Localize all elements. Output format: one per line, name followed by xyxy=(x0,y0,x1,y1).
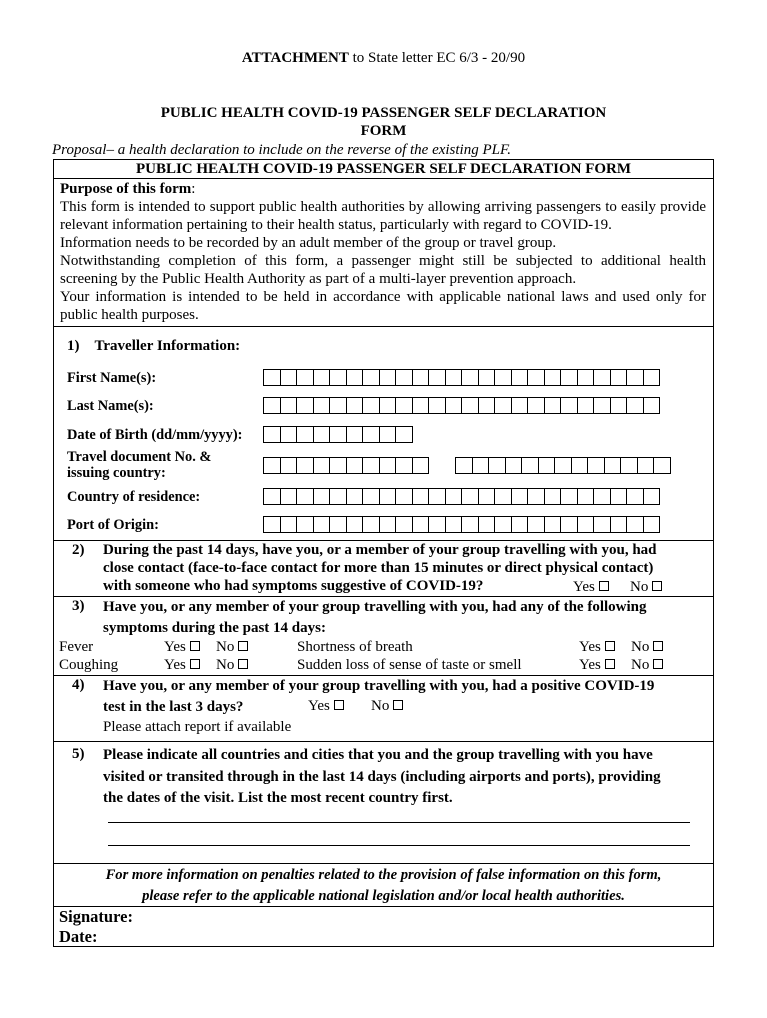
q2-yes-checkbox[interactable] xyxy=(599,581,609,591)
first-name-label: First Name(s): xyxy=(67,370,157,386)
symptom-coughing-label: Coughing xyxy=(59,657,119,673)
attachment-reference: to State letter EC 6/3 - 20/90 xyxy=(348,50,526,66)
taste-yes-option[interactable]: Yes xyxy=(579,656,615,674)
fever-no-option[interactable]: No xyxy=(216,638,248,656)
attachment-line xyxy=(0,49,767,67)
issuing-country-field[interactable] xyxy=(455,457,671,473)
purpose-paragraph-3: Notwithstanding completion of this form, a passenger might still be subjected to additional health screening by the Public Health Authority as part of a multi-layer prevention approach. xyxy=(60,253,706,287)
symptom-shortness-label: Shortness of breath xyxy=(297,639,413,655)
coughing-no-checkbox[interactable] xyxy=(238,659,248,669)
taste-no-option[interactable]: No xyxy=(631,656,663,674)
signature-label: Signature: xyxy=(59,907,133,926)
last-name-field[interactable] xyxy=(263,397,660,413)
symptom-taste-smell-label: Sudden loss of sense of taste or smell xyxy=(297,657,522,673)
q2-yes-option[interactable]: Yes xyxy=(573,578,609,596)
q2-no-checkbox[interactable] xyxy=(652,581,662,591)
purpose-section: Purpose of this form: This form is intended to support public health authorities by allowing arriving passengers to easily provide relevant information pertaining to their health status, particularly with regard to COVID-19. Information needs to be recorded by an adult member of the group or travel group. Notwithstanding completion of this form, a passenger might still be subjected to additional health screening by the Public Health Authority as part of a multi-layer prevention approach. Your information is intended to be held in accordance with applicable national laws and used only for public health purposes. xyxy=(60,181,706,323)
q2-number: 2) xyxy=(72,542,85,558)
q4-yes-option[interactable]: Yes xyxy=(308,697,344,715)
countries-input-line-2[interactable] xyxy=(108,845,690,846)
last-name-label: Last Name(s): xyxy=(67,398,154,414)
q4-question: Have you, or any member of your group travelling with you, had a positive COVID-19 test in the last 3 days? xyxy=(103,678,655,715)
penalties-note: For more information on penalties related to the provision of false information on this form, please refer to the applicable national legislation and/or local health authorities. xyxy=(105,867,662,904)
proposal-line xyxy=(52,141,511,159)
q2-no-option[interactable]: No xyxy=(630,578,662,596)
q4-yes-checkbox[interactable] xyxy=(334,700,344,710)
fever-yes-option[interactable]: Yes xyxy=(164,638,200,656)
symptom-fever-label: Fever xyxy=(59,639,94,655)
divider xyxy=(53,326,714,327)
travel-doc-label: Travel document No. & issuing country: xyxy=(67,449,212,481)
purpose-paragraph-1: This form is intended to support public health authorities by allowing arriving passengers to easily provide relevant information pertaining to their health status, particularly with regard to COVID-19. xyxy=(60,199,706,233)
country-residence-label: Country of residence: xyxy=(67,489,201,505)
first-name-field[interactable] xyxy=(263,369,660,385)
q4-number: 4) xyxy=(72,677,85,693)
purpose-paragraph-2: Information needs to be recorded by an adult member of the group or travel group. xyxy=(60,235,557,251)
shortness-yes-option[interactable]: Yes xyxy=(579,638,615,656)
divider xyxy=(53,906,714,907)
port-origin-field[interactable] xyxy=(263,516,660,532)
dob-field[interactable] xyxy=(263,426,413,442)
q4-note: Please attach report if available xyxy=(103,719,292,735)
countries-input-line-1[interactable] xyxy=(108,822,690,823)
q3-number: 3) xyxy=(72,598,85,614)
purpose-paragraph-4: Your information is intended to be held in accordance with applicable national laws and used only for public health purposes. xyxy=(60,289,706,323)
q5-question: Please indicate all countries and cities that you and the group travelling with you have visited or transited through in the last 14 days (including airports and ports), providing the dates of the visit. List the most recent country first. xyxy=(103,747,661,806)
divider xyxy=(53,741,714,742)
port-origin-label: Port of Origin: xyxy=(67,517,159,533)
taste-yes-checkbox[interactable] xyxy=(605,659,615,669)
q5-number: 5) xyxy=(72,746,85,762)
q2-question: During the past 14 days, have you, or a member of your group travelling with you, had close contact (face-to-face contact for more than 15 minutes or direct physical contact) with someone who had symptoms suggestive of COVID-19? xyxy=(103,542,657,594)
divider xyxy=(53,863,714,864)
q3-question: Have you, or any member of your group travelling with you, had any of the following symptoms during the past 14 days: xyxy=(103,599,647,636)
traveller-info-heading: 1) Traveller Information: xyxy=(67,338,241,354)
q4-no-checkbox[interactable] xyxy=(393,700,403,710)
shortness-no-option[interactable]: No xyxy=(631,638,663,656)
coughing-yes-checkbox[interactable] xyxy=(190,659,200,669)
purpose-heading: Purpose of this form xyxy=(60,181,192,197)
document-title-line2: FORM xyxy=(360,123,407,139)
country-residence-field[interactable] xyxy=(263,488,660,504)
travel-doc-number-field[interactable] xyxy=(263,457,429,473)
q4-no-option[interactable]: No xyxy=(371,697,403,715)
form-title: PUBLIC HEALTH COVID-19 PASSENGER SELF DECLARATION FORM xyxy=(135,161,632,177)
shortness-no-checkbox[interactable] xyxy=(653,641,663,651)
shortness-yes-checkbox[interactable] xyxy=(605,641,615,651)
proposal-label: Proposal xyxy=(52,142,107,158)
fever-yes-checkbox[interactable] xyxy=(190,641,200,651)
coughing-yes-option[interactable]: Yes xyxy=(164,656,200,674)
taste-no-checkbox[interactable] xyxy=(653,659,663,669)
dob-label: Date of Birth (dd/mm/yyyy): xyxy=(67,427,243,443)
coughing-no-option[interactable]: No xyxy=(216,656,248,674)
divider xyxy=(53,178,714,179)
proposal-text: – a health declaration to include on the reverse of the existing PLF. xyxy=(106,142,511,158)
fever-no-checkbox[interactable] xyxy=(238,641,248,651)
attachment-label: ATTACHMENT xyxy=(241,50,349,66)
document-title-line1: PUBLIC HEALTH COVID-19 PASSENGER SELF DECLARATION xyxy=(160,105,607,121)
date-label: Date: xyxy=(59,927,98,946)
